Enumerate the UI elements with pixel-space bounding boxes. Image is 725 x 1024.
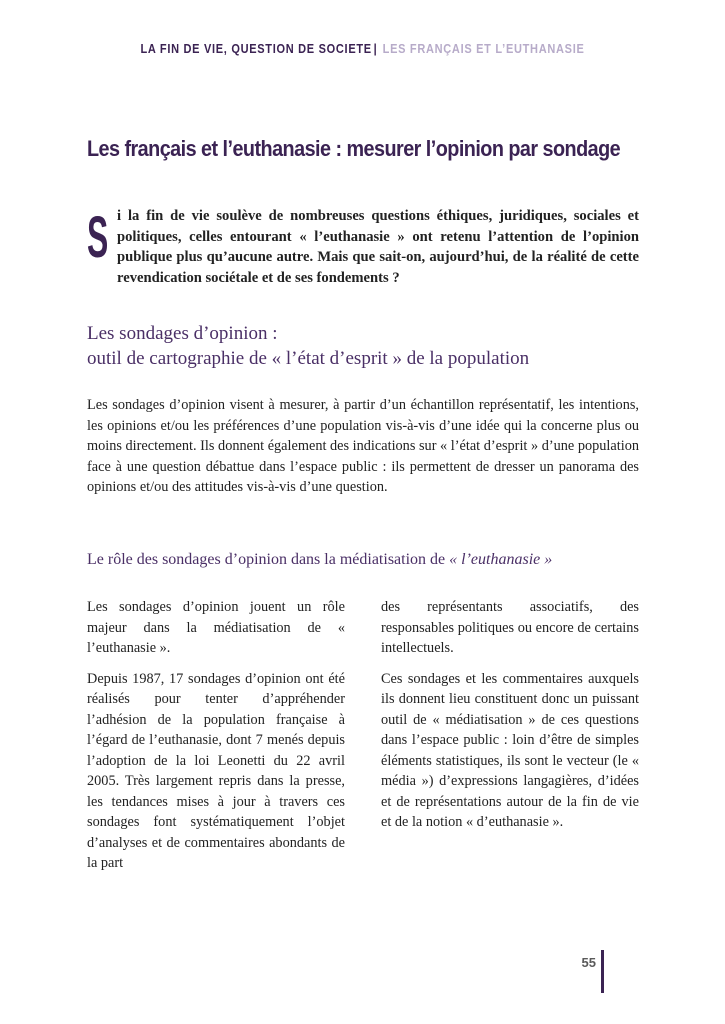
intro-text: i la fin de vie soulève de nombreuses questions éthiques, juridiques, sociales et politiques, celles entourant « l’euthanasie » ont retenu l’attention de l’opinion publique plus qu’aucune autre. Mais que sait-on, aujourd’hui, de la réalité de cette revendication sociétale et de ses fondements ? (117, 208, 639, 286)
drop-cap: S (87, 205, 109, 270)
right-column-paragraph: Ces sondages et les commentaires auxquels ils donnent lieu constituent donc un puissant outil de « médiatisation » de ces questions dans l’espace public : loin d’être de simples éléments statistiques, ils sont le vecteur (le « média ») d’expressions langagières, d’idées et de représentations autour de la fin de vie et de la notion « d’euthanasie ». (381, 670, 639, 830)
header-section: LES FRANÇAIS ET L’EUTHANASIE (382, 42, 585, 56)
subsection-heading-text: Le rôle des sondages d’opinion dans la médiatisation de (87, 551, 450, 568)
subsection-heading (87, 551, 647, 569)
page-title: Les français et l’euthanasie : mesurer l’opinion par sondage (87, 136, 621, 161)
right-column (381, 597, 639, 843)
page-number-bar (601, 950, 604, 993)
section-heading (87, 321, 647, 371)
subsection-heading-emphasis: « l’euthanasie » (449, 551, 553, 568)
left-column-paragraph: Depuis 1987, 17 sondages d’opinion ont été réalisés pour tenter d’appréhender l’adhésion de la population française à l’égard de l’euthanasie, dont 7 menés depuis l’adoption de la loi Leonetti du 22 avril 2005. Très largement repris dans la presse, les tendances mises à jour à travers ces sondages font systématiquement l’objet d’analyses et de commentaires abondants de la part (87, 670, 345, 871)
left-column (87, 597, 345, 884)
left-column-paragraph: Les sondages d’opinion jouent un rôle majeur dans la médiatisation de « l’euthanasie ». (87, 599, 345, 656)
header-chapter: LA FIN DE VIE, QUESTION DE SOCIETE (140, 42, 372, 56)
intro-paragraph (87, 206, 639, 288)
header-separator: | (373, 42, 378, 56)
right-column-paragraph: des représentants associatifs, des responsables politiques ou encore de certains intellectuels. (381, 599, 639, 656)
section-heading-line2: outil de cartographie de « l’état d’esprit » de la population (87, 348, 530, 369)
running-header (44, 42, 682, 56)
section-paragraph: Les sondages d’opinion visent à mesurer, à partir d’un échantillon représentatif, les intentions, les opinions et/ou les préférences d’une population vis-à-vis d’une idée qui la concerne plus ou moins directement. Ils donnent également des indications sur « l’état d’esprit » d’une population face à une question débattue dans l’espace public : ils permettent de dresser un panorama des opinions et/ou des attitudes vis-à-vis d’une question. (87, 397, 639, 495)
section-heading-line1: Les sondages d’opinion : (87, 323, 278, 344)
page-number: 55 (581, 955, 596, 970)
